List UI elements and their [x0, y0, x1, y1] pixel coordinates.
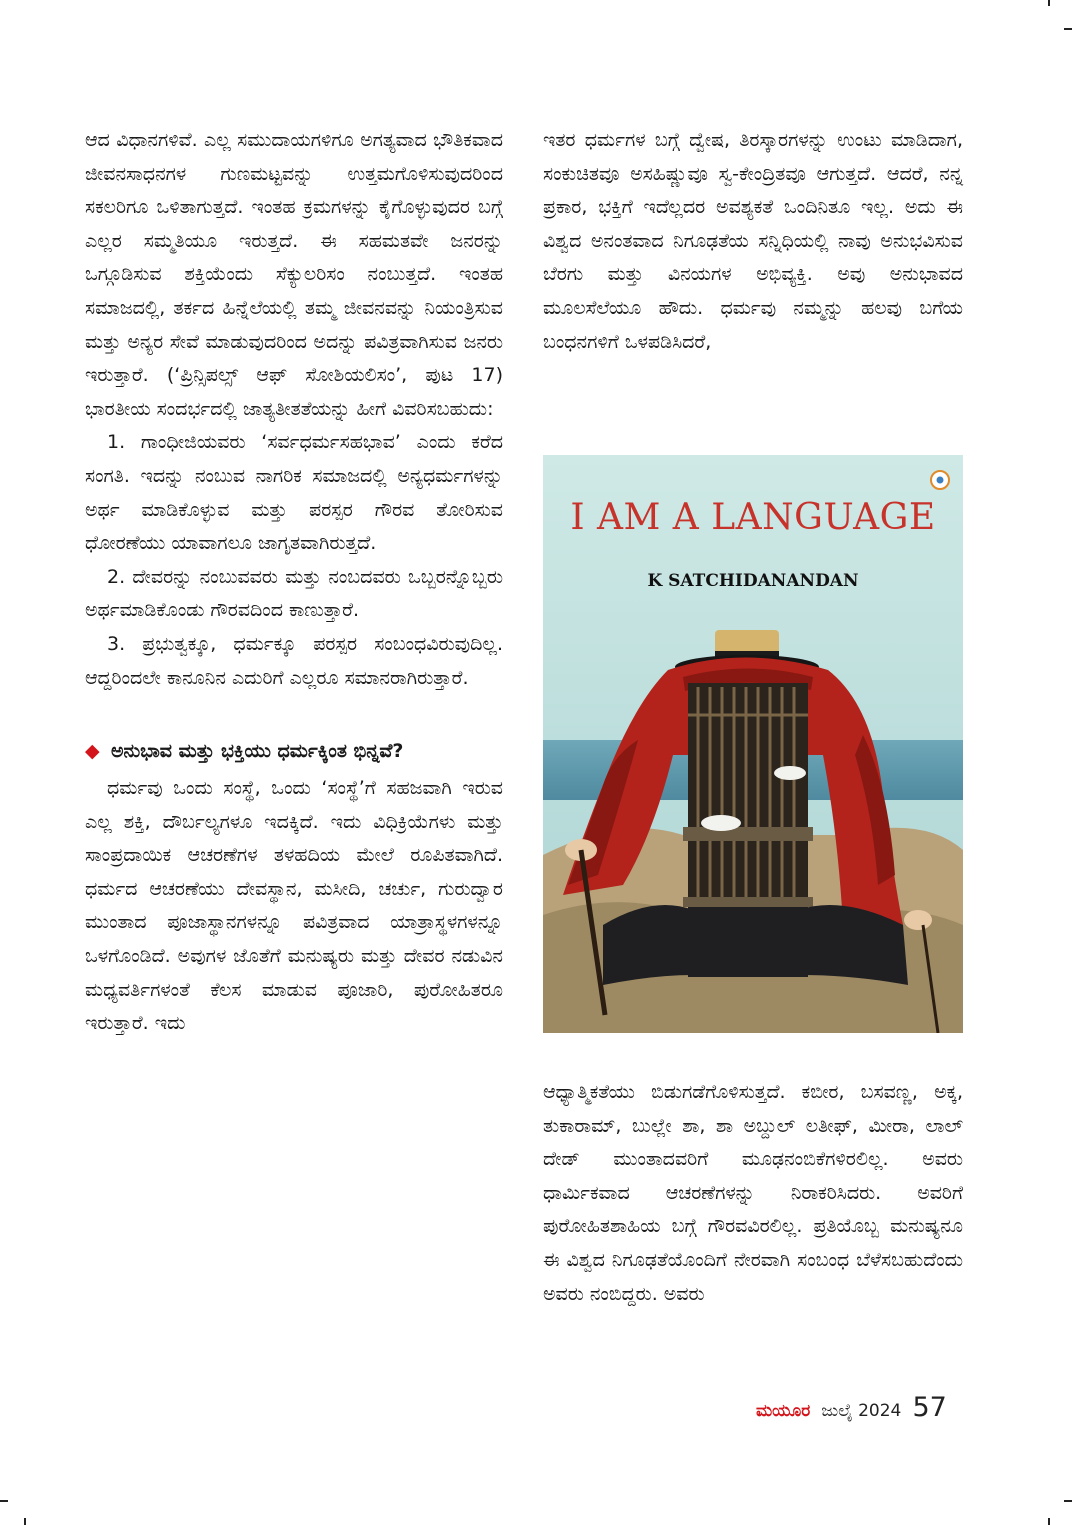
book-cover-illustration: [543, 455, 963, 1033]
left-column: [85, 124, 503, 1041]
book-author: K SATCHIDANANDAN: [647, 571, 859, 591]
crop-mark: [0, 1500, 8, 1502]
issue-date: ಜುಲೈ 2024: [821, 1401, 902, 1421]
body-paragraph: ಇತರ ಧರ್ಮಗಳ ಬಗ್ಗೆ ದ್ವೇಷ, ತಿರಸ್ಕಾರಗಳನ್ನು ಉಂಟು ಮಾಡಿದಾಗ, ಸಂಕುಚಿತವೂ ಅಸಹಿಷ್ಣುವೂ ಸ್ವ-ಕೇಂದ್ರಿತವೂ ಆಗುತ್ತದೆ. ಆದರೆ, ನನ್ನ ಪ್ರಕಾರ, ಭಕ್ತಿಗೆ ಇದೆಲ್ಲದರ ಅವಶ್ಯಕತೆ ಒಂದಿನಿತೂ ಇಲ್ಲ. ಅದು ಈ ವಿಶ್ವದ ಅನಂತವಾದ ನಿಗೂಢತೆಯ ಸನ್ನಿಧಿಯಲ್ಲಿ ನಾವು ಅನುಭವಿಸುವ ಬೆರಗು ಮತ್ತು ವಿನಯಗಳ ಅಭಿವ್ಯಕ್ತಿ. ಅವು ಅನುಭಾವದ ಮೂಲಸೆಲೆಯೂ ಹೌದು. ಧರ್ಮವು ನಮ್ಮನ್ನು ಹಲವು ಬಗೆಯ ಬಂಧನಗಳಿಗೆ ಒಳಪಡಿಸಿದರೆ,: [543, 129, 963, 353]
crop-mark: [1064, 28, 1072, 30]
page-footer: [756, 1392, 947, 1426]
crop-mark: [1048, 0, 1050, 6]
crop-mark: [24, 1518, 26, 1525]
crop-mark: [1048, 1518, 1050, 1525]
page-number: 57: [912, 1392, 947, 1423]
list-point-3: 3. ಪ್ರಭುತ್ವಕ್ಕೂ, ಧರ್ಮಕ್ಕೂ ಪರಸ್ಪರ ಸಂಬಂಧವಿರುವುದಿಲ್ಲ. ಆದ್ದರಿಂದಲೇ ಕಾನೂನಿನ ಎದುರಿಗೆ ಎಲ್ಲರೂ ಸಮಾನರಾಗಿರುತ್ತಾರೆ.: [85, 632, 503, 689]
body-paragraph: ಆದ ವಿಧಾನಗಳಿವೆ. ಎಲ್ಲ ಸಮುದಾಯಗಳಿಗೂ ಅಗತ್ಯವಾದ ಭೌತಿಕವಾದ ಜೀವನಸಾಧನಗಳ ಗುಣಮಟ್ಟವನ್ನು ಉತ್ತಮಗೊಳಿಸುವುದರಿಂದ ಸಕಲರಿಗೂ ಒಳಿತಾಗುತ್ತದೆ. ಇಂತಹ ಕ್ರಮಗಳನ್ನು ಕೈಗೊಳ್ಳುವುದರ ಬಗ್ಗೆ ಎಲ್ಲರ ಸಮ್ಮತಿಯೂ ಇರುತ್ತದೆ. ಈ ಸಹಮತವೇ ಜನರನ್ನು ಒಗ್ಗೂಡಿಸುವ ಶಕ್ತಿಯೆಂದು ಸೆಕ್ಯುಲರಿಸಂ ನಂಬುತ್ತದೆ. ಇಂತಹ ಸಮಾಜದಲ್ಲಿ, ತರ್ಕದ ಹಿನ್ನೆಲೆಯಲ್ಲಿ ತಮ್ಮ ಜೀವನವನ್ನು ನಿಯಂತ್ರಿಸುವ ಮತ್ತು ಅನ್ಯರ ಸೇವೆ ಮಾಡುವುದರಿಂದ ಅದನ್ನು ಪವಿತ್ರವಾಗಿಸುವ ಜನರು ಇರುತ್ತಾರೆ. (‘ಪ್ರಿನ್ಸಿಪಲ್ಸ್ ಆಫ್ ಸೋಶಿಯಲಿಸಂ’, ಪುಟ 17) ಭಾರತೀಯ ಸಂದರ್ಭದಲ್ಲಿ ಜಾತ್ಯತೀತತೆಯನ್ನು ಹೀಗೆ ವಿವರಿಸಬಹುದು:: [85, 129, 503, 420]
magazine-logo: ಮಯೂರ: [756, 1401, 811, 1421]
section-heading-text: ಅನುಭಾವ ಮತ್ತು ಭಕ್ತಿಯು ಧರ್ಮಕ್ಕಿಂತ ಭಿನ್ನವೆ?: [111, 740, 404, 763]
book-title: I AM A LANGUAGE: [570, 497, 936, 538]
list-point-1: 1. ಗಾಂಧೀಜಿಯವರು ‘ಸರ್ವಧರ್ಮಸಹಭಾವ’ ಎಂದು ಕರೆದ ಸಂಗತಿ. ಇದನ್ನು ನಂಬುವ ನಾಗರಿಕ ಸಮಾಜದಲ್ಲಿ ಅನ್ಯಧರ್ಮಗಳನ್ನು ಅರ್ಥ ಮಾಡಿಕೊಳ್ಳುವ ಮತ್ತು ಪರಸ್ಪರ ಗೌರವ ತೋರಿಸುವ ಧೋರಣೆಯು ಯಾವಾಗಲೂ ಜಾಗೃತವಾಗಿರುತ್ತದೆ.: [85, 431, 503, 555]
body-paragraph: ಆಧ್ಯಾತ್ಮಿಕತೆಯು ಬಿಡುಗಡೆಗೊಳಿಸುತ್ತದೆ. ಕಬೀರ, ಬಸವಣ್ಣ, ಅಕ್ಕ, ತುಕಾರಾಮ್, ಬುಲ್ಲೇ ಶಾ, ಶಾ ಅಬ್ದುಲ್ ಲತೀಫ್, ಮೀರಾ, ಲಾಲ್ ದೇಡ್ ಮುಂತಾದವರಿಗೆ ಮೂಢನಂಬಿಕೆಗಳಿರಲಿಲ್ಲ. ಅವರು ಧಾರ್ಮಿಕವಾದ ಆಚರಣೆಗಳನ್ನು ನಿರಾಕರಿಸಿದರು. ಅವರಿಗೆ ಪುರೋಹಿತಶಾಹಿಯ ಬಗ್ಗೆ ಗೌರವವಿರಲಿಲ್ಲ. ಪ್ರತಿಯೊಬ್ಬ ಮನುಷ್ಯನೂ ಈ ವಿಶ್ವದ ನಿಗೂಢತೆಯೊಂದಿಗೆ ನೇರವಾಗಿ ಸಂಬಂಧ ಬೆಳೆಸಬಹುದೆಂದು ಅವರು ನಂಬಿದ್ದರು. ಅವರು: [543, 1081, 963, 1305]
right-column-top: [543, 124, 963, 359]
body-paragraph: ಧರ್ಮವು ಒಂದು ಸಂಸ್ಥೆ, ಒಂದು ‘ಸಂಸ್ಥೆ’ಗೆ ಸಹಜವಾಗಿ ಇರುವ ಎಲ್ಲ ಶಕ್ತಿ, ದೌರ್ಬಲ್ಯಗಳೂ ಇದಕ್ಕಿದೆ. ಇದು ವಿಧಿಕ್ರಿಯೆಗಳು ಮತ್ತು ಸಾಂಪ್ರದಾಯಿಕ ಆಚರಣೆಗಳ ತಳಹದಿಯ ಮೇಲೆ ರೂಪಿತವಾಗಿದೆ. ಧರ್ಮದ ಆಚರಣೆಯು ದೇವಸ್ಥಾನ, ಮಸೀದಿ, ಚರ್ಚು, ಗುರುದ್ವಾರ ಮುಂತಾದ ಪೂಜಾಸ್ಥಾನಗಳನ್ನೂ ಪವಿತ್ರವಾದ ಯಾತ್ರಾಸ್ಥಳಗಳನ್ನೂ ಒಳಗೊಂಡಿದೆ. ಅವುಗಳ ಜೊತೆಗೆ ಮನುಷ್ಯರು ಮತ್ತು ದೇವರ ನಡುವಿನ ಮಧ್ಯವರ್ತಿಗಳಂತೆ ಕೆಲಸ ಮಾಡುವ ಪೂಜಾರಿ, ಪುರೋಹಿತರೂ ಇರುತ್ತಾರೆ. ಇದು: [85, 777, 503, 1035]
right-column-bottom: [543, 1076, 963, 1311]
book-cover-image: [543, 455, 963, 1033]
crop-mark: [1064, 1500, 1072, 1502]
section-heading: [85, 735, 503, 768]
list-point-2: 2. ದೇವರನ್ನು ನಂಬುವವರು ಮತ್ತು ನಂಬದವರು ಒಬ್ಬರನ್ನೊಬ್ಬರು ಅರ್ಥಮಾಡಿಕೊಂಡು ಗೌರವದಿಂದ ಕಾಣುತ್ತಾರೆ.: [85, 565, 503, 622]
diamond-bullet-icon: ◆: [85, 740, 100, 763]
